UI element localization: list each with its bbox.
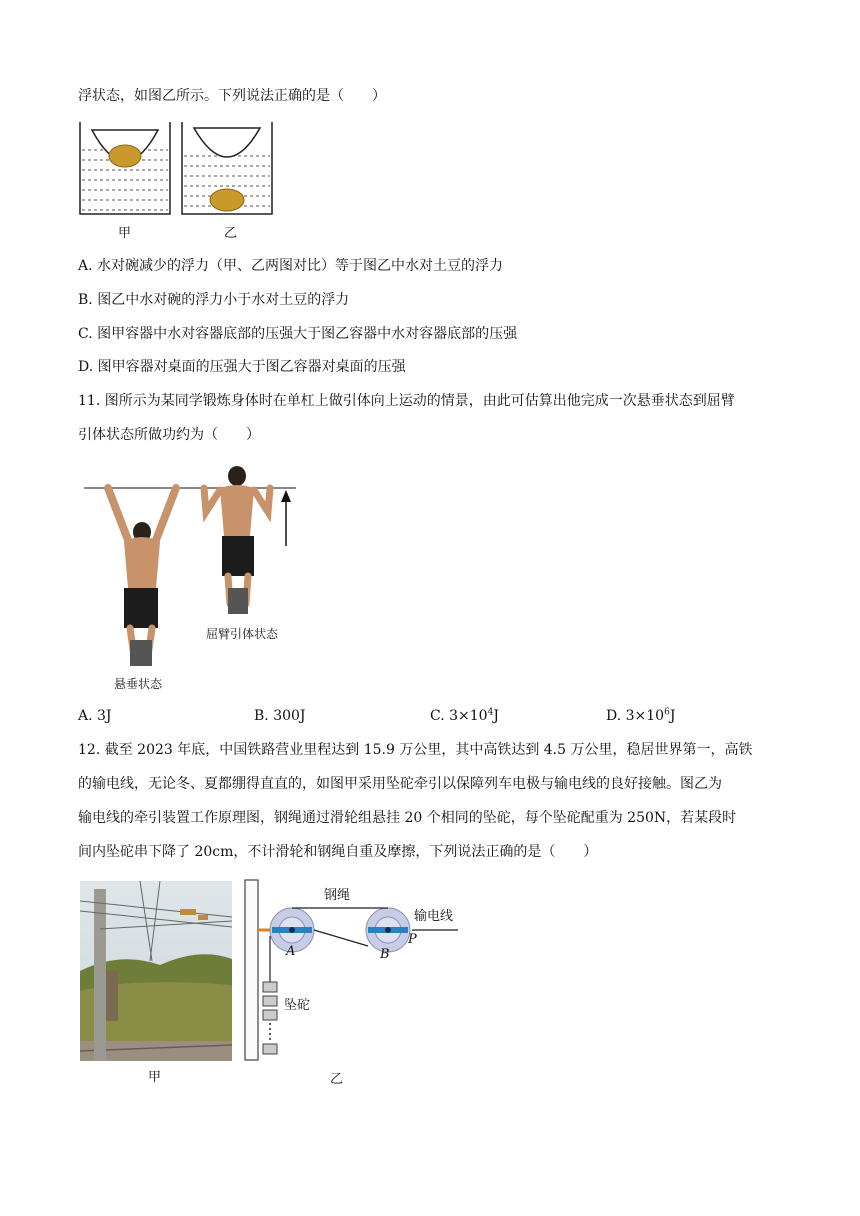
label-hanging-state: 悬垂状态: [114, 677, 163, 691]
option-c: C. 图甲容器中水对容器底部的压强大于图乙容器中水对容器底部的压强: [78, 326, 518, 342]
label-pulley-b: B: [380, 947, 390, 962]
label-pull-up-state: 屈臂引体状态: [206, 627, 279, 641]
q11-option-d: D. $3\times 10^6J$: [606, 707, 676, 724]
option-d: D. 图甲容器对桌面的压强大于图乙容器对桌面的压强: [78, 359, 406, 375]
caption-diagram-yi: 乙: [330, 1072, 344, 1087]
pulley-b: [366, 908, 410, 952]
label-point-p: P: [408, 932, 417, 947]
option-b: B. 图乙中水对碗的浮力小于水对土豆的浮力: [78, 292, 350, 308]
option-a: A. 水对碗减少的浮力（甲、乙两图对比）等于图乙中水对土豆的浮力: [78, 258, 504, 274]
label-power-line: 输电线: [414, 909, 454, 924]
weight-string: [263, 982, 277, 1054]
q11-option-c: C. $3\times 10^4J$: [430, 707, 499, 724]
question-11-line-1: 11. 图所示为某同学锻炼身体时在单杠上做引体向上运动的情景，由此可估算出他完成一次悬垂状态到屈臂: [78, 393, 735, 409]
caption-photo-jia: 甲: [148, 1070, 162, 1085]
question-10-intro: 浮状态，如图乙所示。下列说法正确的是（ ）: [78, 88, 386, 104]
upward-arrow: [281, 490, 291, 546]
question-12-line-2: 的输电线，无论冬、夏都绷得直直的，如图甲采用坠砣牵引以保障列车电极与输电线的良好接触。图乙为: [78, 776, 722, 792]
label-pulley-a: A: [286, 944, 296, 959]
figure-label-yi: 乙: [224, 226, 238, 241]
label-weight: 坠砣: [284, 998, 311, 1013]
hanging-person: [108, 488, 176, 666]
container-jia: [80, 122, 170, 214]
question-12-line-1: 12. 截至 2023 年底，中国铁路营业里程达到 15.9 万公里，其中高铁达到 4.5 万公里，稳居世界第一，高铁: [78, 742, 753, 758]
q11-option-b: B. 300J: [254, 708, 306, 724]
q11-option-a: A. 3J: [78, 708, 112, 724]
question-12-line-4: 间内坠砣串下降了 20cm，不计滑轮和钢绳自重及摩擦，下列说法正确的是（ ）: [78, 844, 598, 860]
question-11-line-2: 引体状态所做功约为（ ）: [78, 427, 260, 443]
railway-photo: [80, 881, 232, 1061]
question-12-line-3: 输电线的牵引装置工作原理图，钢绳通过滑轮组悬挂 20 个相同的坠砣，每个坠砣配重为 250N，若某段时: [78, 810, 737, 826]
figure-label-jia: 甲: [118, 226, 132, 241]
container-yi: [182, 122, 272, 214]
label-steel-rope: 钢绳: [324, 888, 351, 903]
bowl-potato-figure: [78, 120, 278, 220]
